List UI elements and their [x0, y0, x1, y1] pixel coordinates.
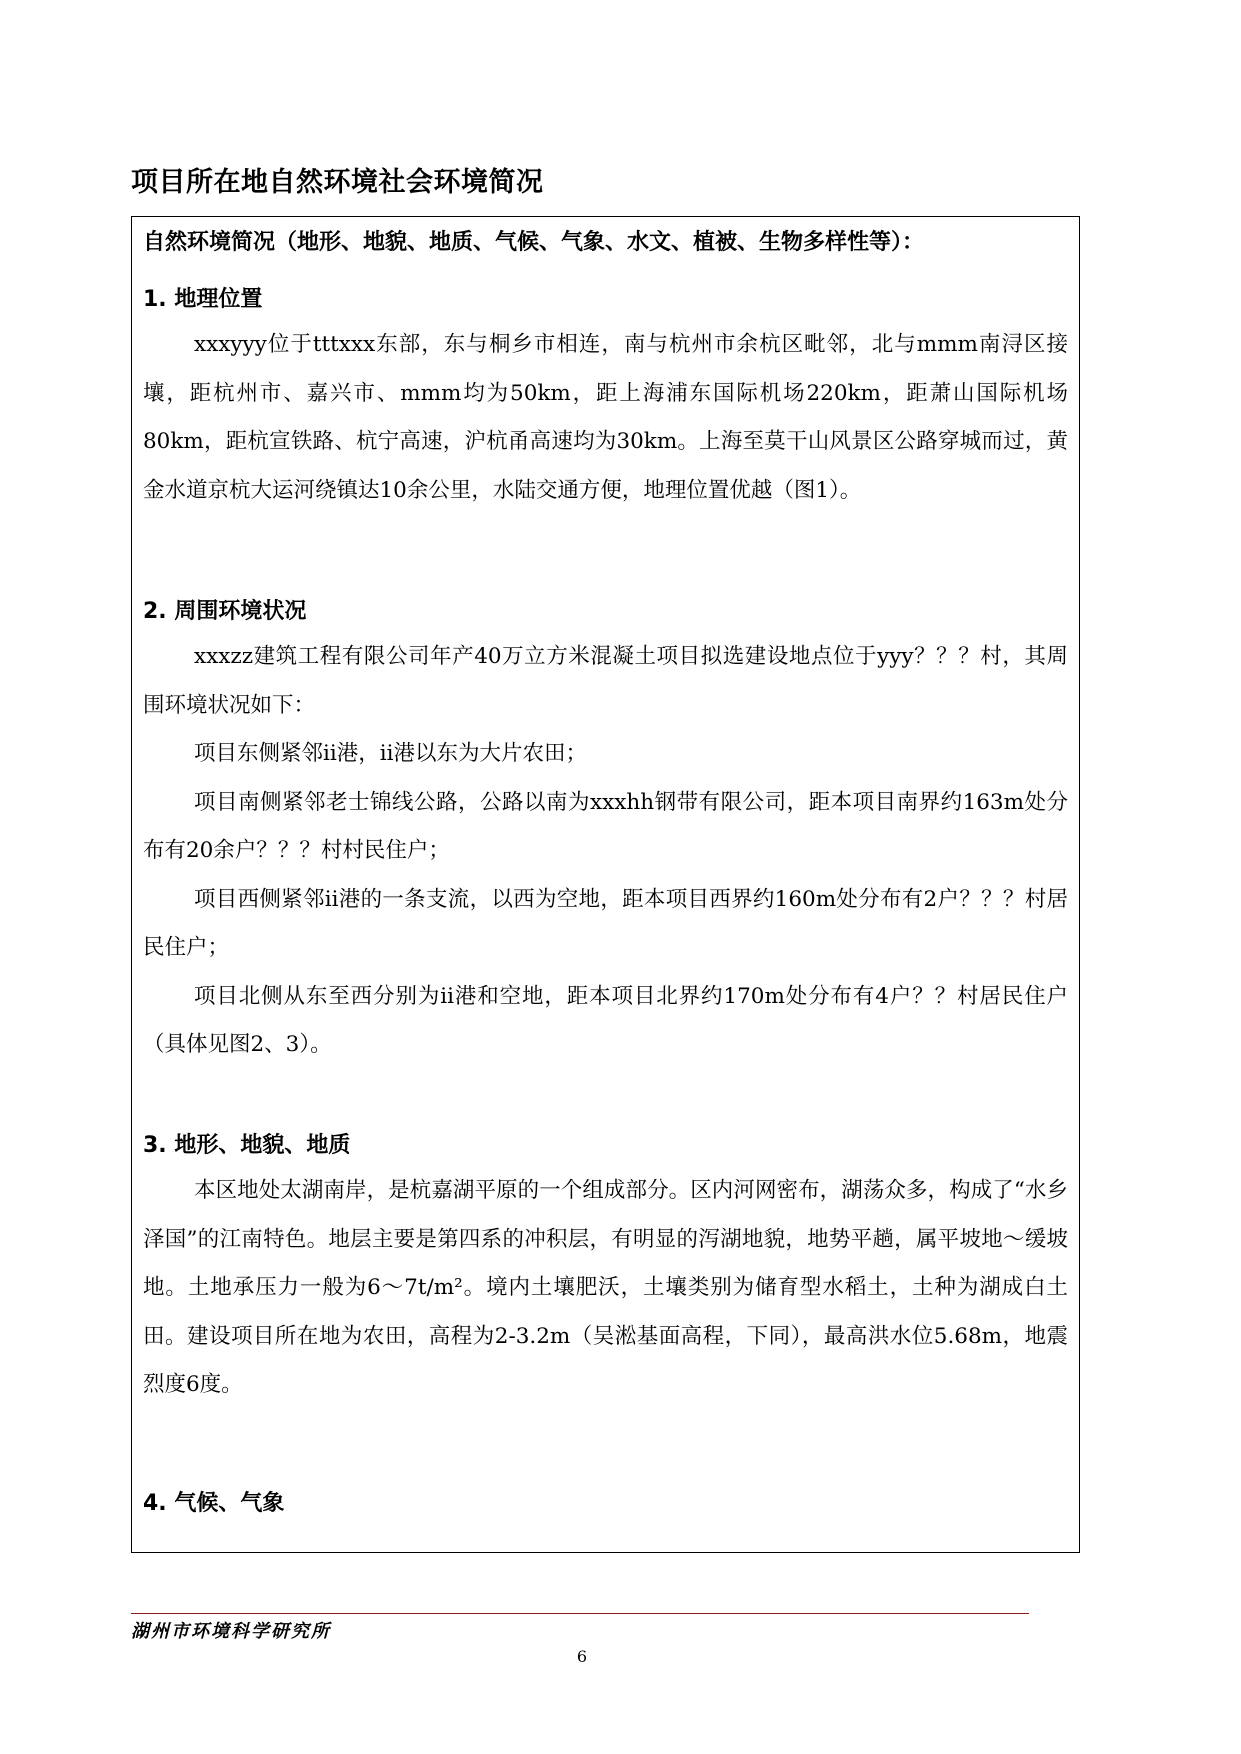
footer-organization: 湖州市环境科学研究所 — [131, 1621, 331, 1642]
box-header: 自然环境简况（地形、地貌、地质、气候、气象、水文、植被、生物多样性等）： — [143, 230, 925, 255]
paragraph: 项目西侧紧邻ii港的一条支流，以西为空地，距本项目西界约160m处分布有2户？？？村居民住户； — [143, 886, 1068, 960]
section-heading: 1. 地理位置 — [143, 287, 263, 312]
paragraph: 项目北侧从东至西分别为ii港和空地，距本项目北界约170m处分布有4户？？村居民住户（具体见图2、3）。 — [143, 983, 1068, 1057]
section-heading: 4. 气候、气象 — [143, 1491, 285, 1516]
section-terrain — [143, 1125, 1068, 1410]
paragraph: xxxyyy位于tttxxx东部，东与桐乡市相连，南与杭州市余杭区毗邻，北与mmm南浔区接壤，距杭州市、嘉兴市、mmm均为50km，距上海浦东国际机场220km，距萧山国际机场80km，距杭宣铁路、杭宁高速，沪杭甬高速均为30km。上海至莫干山风景区公路穿城而过，黄金水道京杭大运河绕镇达10余公里，水陆交通方便，地理位置优越（图1）。 — [143, 332, 1068, 503]
page-title: 项目所在地自然环境社会环境简况 — [131, 167, 544, 198]
paragraph: 项目南侧紧邻老士锦线公路，公路以南为xxxhh钢带有限公司，距本项目南界约163m处分布有20余户？？？村村民住户； — [143, 789, 1068, 863]
footer-divider — [131, 1613, 1029, 1614]
paragraph: xxxzz建筑工程有限公司年产40万立方米混凝土项目拟选建设地点位于yyy？？？村，其周围环境状况如下： — [143, 644, 1068, 718]
section-heading: 2. 周围环境状况 — [143, 599, 307, 624]
section-heading: 3. 地形、地貌、地质 — [143, 1133, 351, 1158]
paragraph: 项目东侧紧邻ii港，ii港以东为大片农田； — [194, 741, 588, 766]
natural-environment-box — [131, 216, 1080, 1553]
section-location — [143, 279, 1068, 515]
section-climate — [143, 1483, 1068, 1525]
page-number: 6 — [576, 1647, 588, 1666]
section-surroundings — [143, 591, 1068, 1070]
paragraph: 本区地处太湖南岸，是杭嘉湖平原的一个组成部分。区内河网密布，湖荡众多，构成了“水乡泽国”的江南特色。地层主要是第四系的冲积层，有明显的泻湖地貌，地势平趟，属平坡地～缓坡地。土地承压力一般为6～7t/m²。境内土壤肥沃，土壤类别为储育型水稻土，土种为湖成白土田。建设项目所在地为农田，高程为2-3.2m（吴淞基面高程，下同），最高洪水位5.68m，地震烈度6度。 — [143, 1178, 1068, 1397]
